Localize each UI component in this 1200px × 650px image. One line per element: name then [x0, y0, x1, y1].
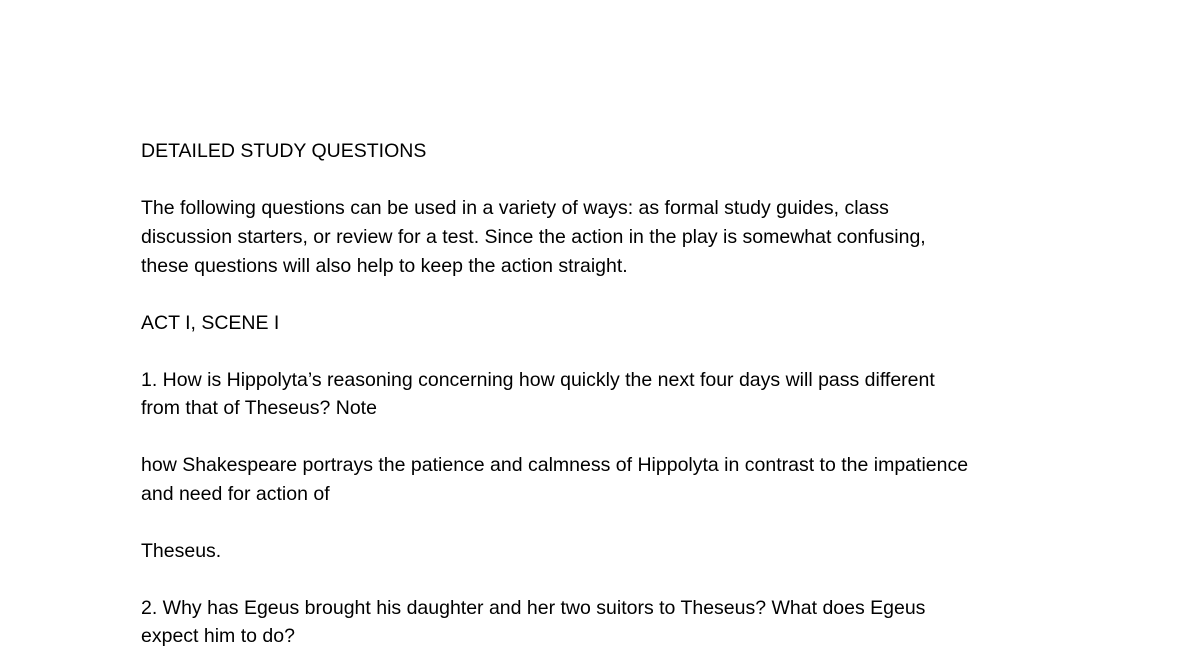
intro-line: these questions will also help to keep the action straight.	[141, 255, 628, 277]
question-1-ending: Theseus.	[141, 540, 222, 562]
section-heading: ACT I, SCENE I	[141, 312, 280, 334]
intro-line: The following questions can be used in a variety of ways: as formal study guides, class	[141, 197, 889, 219]
question-1-line: from that of Theseus? Note	[141, 397, 377, 419]
question-1-continuation-line: how Shakespeare portrays the patience and calmness of Hippolyta in contrast to the impatience	[141, 454, 969, 476]
question-2-line: expect him to do?	[141, 625, 295, 647]
question-1-line: 1. How is Hippolyta’s reasoning concerning how quickly the next four days will pass different	[141, 369, 935, 391]
document-heading: DETAILED STUDY QUESTIONS	[141, 140, 427, 162]
intro-line: discussion starters, or review for a test. Since the action in the play is somewhat confusing,	[141, 226, 926, 248]
question-1-continuation-line: and need for action of	[141, 483, 330, 505]
question-2-line: 2. Why has Egeus brought his daughter and her two suitors to Theseus? What does Egeus	[141, 597, 926, 619]
